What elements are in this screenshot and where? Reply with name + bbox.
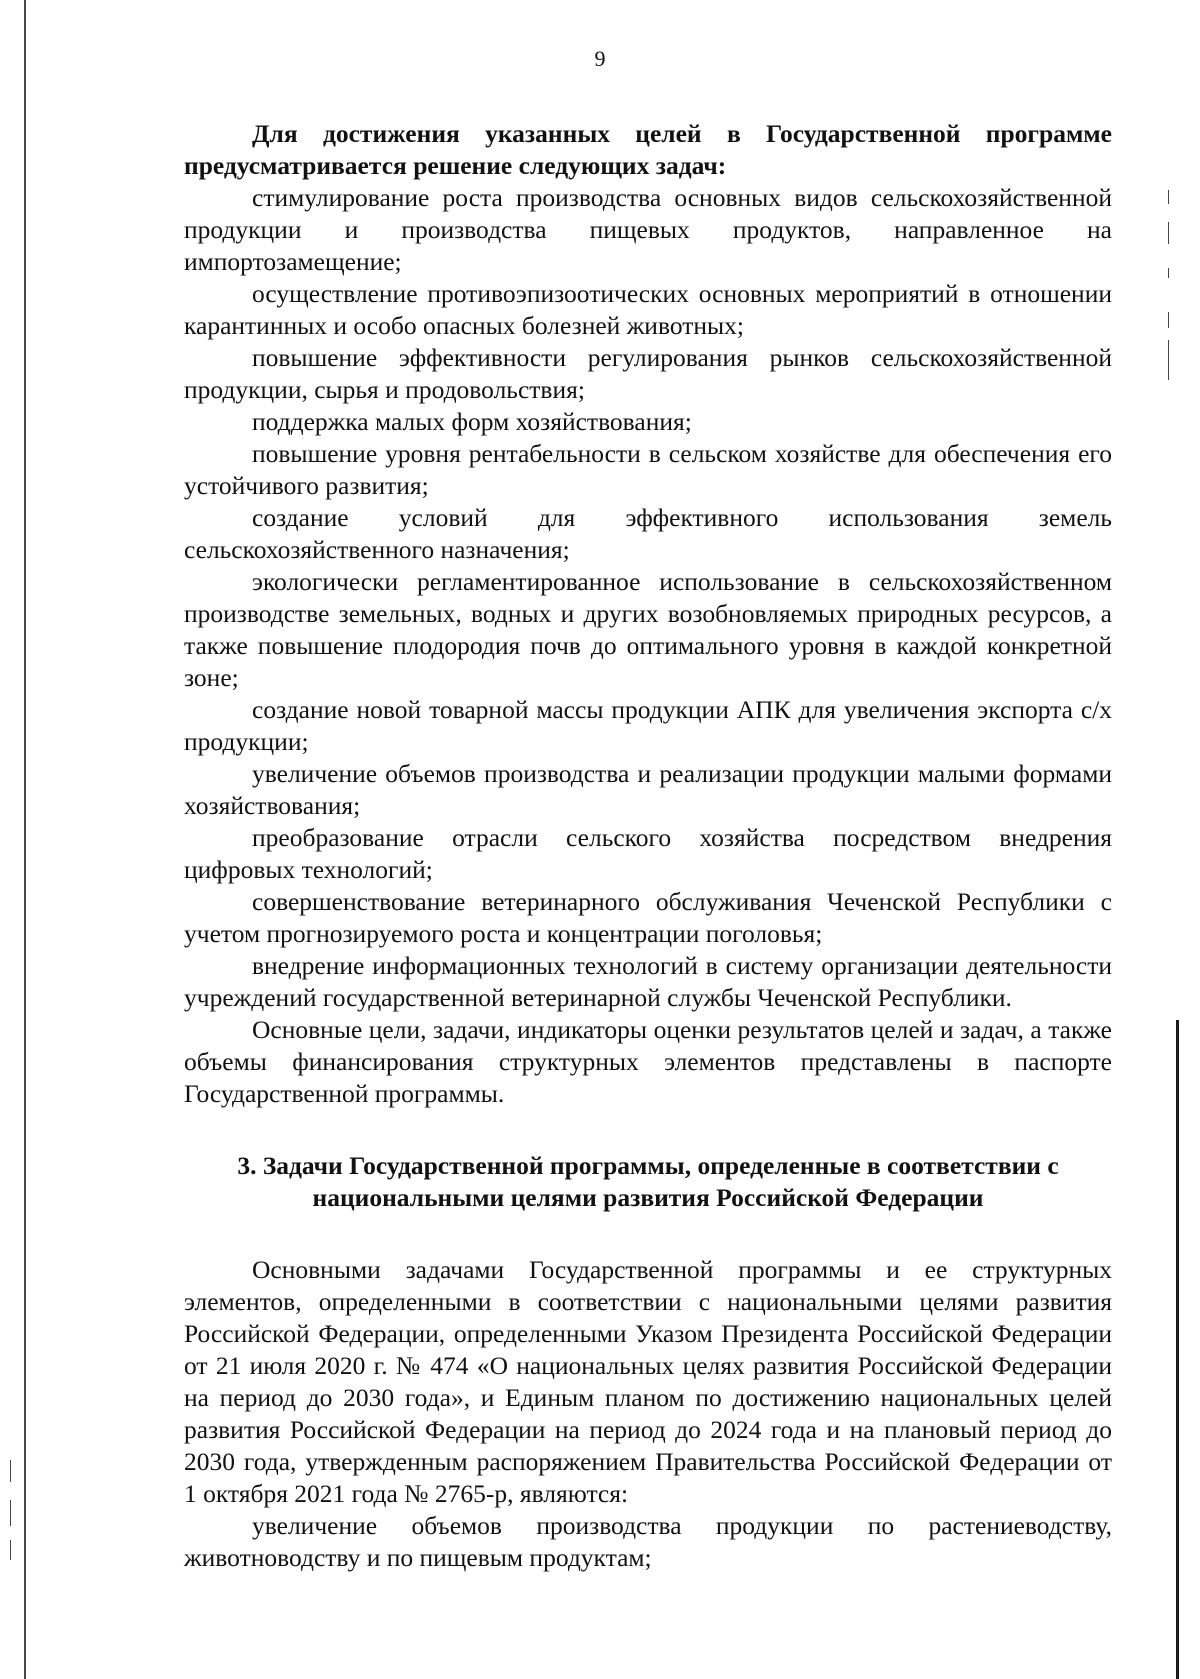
task-item: создание условий для эффективного использования земель сельскохозяйственного назначения; — [184, 503, 1112, 564]
intro-paragraph: Для достижения указанных целей в Государственной программе предусматривается решение следующих задач: — [184, 119, 1112, 180]
task-item: экологически регламентированное использование в сельскохозяйственном производстве земельных, водных и других возобновляемых природных ресурсов, а также повышение плодородия почв до оптимального уровня в каждой конкретной зоне; — [184, 567, 1112, 692]
scan-mark — [1168, 190, 1169, 204]
task-item: осуществление противоэпизоотических основных мероприятий в отношении карантинных и особо опасных болезней животных; — [184, 279, 1112, 340]
task-item: создание новой товарной массы продукции АПК для увеличения экспорта с/х продукции; — [184, 695, 1112, 756]
summary-paragraph: Основные цели, задачи, индикаторы оценки результатов целей и задач, а также объемы финансирования структурных элементов представлены в паспорте Государственной программы. — [184, 1015, 1112, 1108]
scan-mark — [1168, 340, 1169, 380]
scan-edge-right — [1176, 1020, 1179, 1679]
scan-mark — [10, 1500, 11, 1526]
scan-edge-left — [24, 0, 26, 1679]
task-item: повышение эффективности регулирования рынков сельскохозяйственной продукции, сырья и продовольствия; — [184, 343, 1112, 404]
section-item: увеличение объемов производства продукции по растениеводству, животноводству и по пищевым продуктам; — [184, 1511, 1112, 1572]
task-item: внедрение информационных технологий в систему организации деятельности учреждений государственной ветеринарной службы Чеченской Республики. — [184, 951, 1112, 1012]
document-body — [184, 118, 1112, 1574]
page-number: 9 — [594, 46, 606, 71]
scan-mark — [1168, 268, 1169, 278]
task-item: преобразование отрасли сельского хозяйства посредством внедрения цифровых технологий; — [184, 823, 1112, 884]
task-item: поддержка малых форм хозяйствования; — [252, 407, 692, 436]
scan-mark — [1168, 222, 1169, 244]
section-heading: 3. Задачи Государственной программы, определенные в соответствии с национальными целями развития Российской Федерации — [237, 1151, 1059, 1212]
task-item: увеличение объемов производства и реализации продукции малыми формами хозяйствования; — [184, 759, 1112, 820]
task-item: стимулирование роста производства основных видов сельскохозяйственной продукции и производства пищевых продуктов, направленное на импортозамещение; — [184, 183, 1112, 276]
task-item: совершенствование ветеринарного обслуживания Чеченской Республики с учетом прогнозируемого роста и концентрации поголовья; — [184, 887, 1112, 948]
task-item: повышение уровня рентабельности в сельском хозяйстве для обеспечения его устойчивого развития; — [184, 439, 1112, 500]
scan-mark — [10, 1460, 11, 1482]
section-paragraph: Основными задачами Государственной программы и ее структурных элементов, определенными в соответствии с национальными целями развития Российской Федерации, определенными Указом Президента Российской Федерации от 21 июля 2020 г. № 474 «О национальных целях развития Российской Федерации на период до 2030 года», и Единым планом по достижению национальных целей развития Российской Федерации на период до 2024 года и на плановый период до 2030 года, утвержденным распоряжением Правительства Российской Федерации от 1 октября 2021 года № 2765-р, являются: — [184, 1255, 1112, 1508]
scan-mark — [10, 1540, 11, 1560]
scan-mark — [1168, 312, 1169, 328]
